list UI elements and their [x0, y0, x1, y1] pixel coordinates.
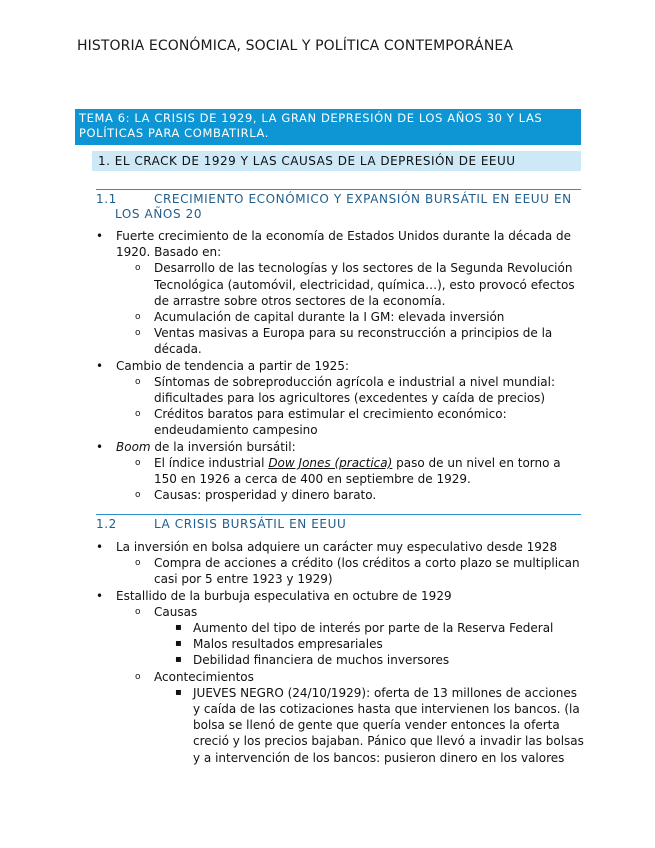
boom-emphasis: Boom — [116, 439, 151, 454]
square-bullet-icon: ▪ — [175, 622, 182, 634]
subsection-heading-1-1 — [96, 192, 581, 222]
list-item: ▪ Malos resultados empresariales — [175, 637, 383, 652]
subsection-title-line-1: LA CRISIS BURSÁTIL EN EEUU — [154, 517, 347, 531]
square-bullet-icon: ▪ — [175, 686, 182, 698]
list-item: o Acumulación de capital durante la I GM: elevada inversión — [135, 310, 505, 325]
list-item: • Fuerte crecimiento de la economía de Estados Unidos durante la década de — [96, 229, 572, 243]
subsection-rule-1-2 — [96, 514, 581, 515]
circle-bullet-icon: o — [135, 376, 141, 387]
list-item: o Acontecimientos — [135, 669, 254, 684]
bullet-icon: • — [96, 588, 104, 603]
list-item: • Cambio de tendencia a partir de 1925: — [96, 358, 349, 373]
circle-bullet-icon: o — [135, 409, 141, 420]
circle-bullet-icon: o — [135, 490, 141, 501]
subsection-number: 1.2 — [96, 517, 117, 531]
list-item: o Desarrollo de las tecnologías y los sectores de la Segunda Revolución — [135, 261, 573, 276]
list-item: • Boom de la inversión bursátil: — [96, 439, 296, 454]
square-bullet-icon: ▪ — [175, 654, 182, 666]
list-item: o El índice industrial Dow Jones (practica) paso de un nivel en torno a — [135, 455, 561, 470]
list-item: o Causas — [135, 604, 198, 619]
list-item: o Ventas masivas a Europa para su reconstrucción a principios de la — [135, 326, 553, 341]
circle-bullet-icon: o — [135, 328, 141, 339]
bullet-icon: • — [96, 439, 104, 454]
list-item: o Compra de acciones a crédito (los créditos a corto plazo se multiplican — [135, 556, 580, 571]
list-item: o Causas: prosperidad y dinero barato. — [135, 488, 377, 503]
list-item: ▪ Aumento del tipo de interés por parte de la Reserva Federal — [175, 621, 554, 636]
circle-bullet-icon: o — [135, 457, 141, 468]
subsection-title-line-1: CRECIMIENTO ECONÓMICO Y EXPANSIÓN BURSÁTIL EN EEUU EN — [154, 192, 572, 206]
document-title: HISTORIA ECONÓMICA, SOCIAL Y POLÍTICA CONTEMPORÁNEA — [77, 38, 514, 54]
list-item: ▪ Debilidad financiera de muchos inversores — [175, 653, 450, 668]
subsection-body-1-2: • La inversión en bolsa adquiere un carácter muy especulativo desde 1928 o Compra de acciones a crédito (los créditos a corto plazo se multiplican casi por 5 entre 1923 y 1929) • Estallido de la burbuja especulativa en octubre de 1929 o Causas ▪ Aumento del tipo de interés por parte de la Reserva Federal ▪ Malos resultados empresariales ▪ Debilidad financiera de muchos inversores o Acontecimientos ▪ JUEVES NEGRO (24/10/1929): oferta de 13 millones de acciones y caída de las cotizaciones hasta que intervienen los bancos. (la bolsa se llenó de gente que quería vender entonces la oferta creció y los precios bajaban. Pánico que llevó a invadir las bolsas y a intervención de los bancos: pusieron dinero en los valores — [0, 539, 655, 766]
bullet-icon: • — [96, 540, 104, 554]
bullet-icon: • — [96, 358, 104, 373]
circle-bullet-icon: o — [135, 671, 141, 682]
tema-title-line-1: TEMA 6: LA CRISIS DE 1929, LA GRAN DEPRESIÓN DE LOS AÑOS 30 Y LAS — [79, 111, 543, 125]
tema-title-line-2: POLÍTICAS PARA COMBATIRLA. — [79, 126, 270, 140]
circle-bullet-icon: o — [135, 312, 141, 323]
list-item: • La inversión en bolsa adquiere un carácter muy especulativo desde 1928 — [96, 540, 558, 554]
bullet-icon: • — [96, 229, 104, 243]
subsection-title-line-2: LOS AÑOS 20 — [115, 207, 203, 221]
circle-bullet-icon: o — [135, 558, 141, 569]
list-item: o Créditos baratos para estimular el crecimiento económico: — [135, 407, 507, 422]
subsection-body-1-1: • Fuerte crecimiento de la economía de Estados Unidos durante la década de 1920. Basado en: o Desarrollo de las tecnologías y los sectores de la Segunda Revolución Tecnológica (automóvil, electricidad, química…), esto provocó efectos de arrastre sobre otros sectores de la economía. o Acumulación de capital durante la I GM: elevada inversión o Ventas masivas a Europa para su reconstrucción a principios de la década. • Cambio de tendencia a partir de 1925: o Síntomas de sobreproducción agrícola e industrial a nivel mundial: dificultades para los agricultores (excedentes y caída de precios) o Créditos baratos para estimular el crecimiento económico: endeudamiento campesino • Boom de la inversión bursátil: o El índice industrial Dow Jones (practica) paso de un nivel en torno a 150 en 1926 a cerca de 400 en septiembre de 1929. o Causas: prosperidad y dinero barato. — [0, 228, 655, 503]
list-item: o Síntomas de sobreproducción agrícola e industrial a nivel mundial: — [135, 374, 556, 389]
subsection-rule-1-1 — [96, 189, 581, 190]
square-bullet-icon: ▪ — [175, 638, 182, 650]
dow-jones-link[interactable]: Dow Jones (practica) — [268, 455, 393, 470]
subsection-number: 1.1 — [96, 192, 117, 206]
list-item: ▪ JUEVES NEGRO (24/10/1929): oferta de 13 millones de acciones — [175, 685, 577, 700]
circle-bullet-icon: o — [135, 263, 141, 274]
subsection-heading-1-2 — [96, 517, 581, 532]
section-heading-1: 1. EL CRACK DE 1929 Y LAS CAUSAS DE LA DEPRESIÓN DE EEUU — [92, 151, 581, 171]
tema-banner — [75, 109, 581, 145]
circle-bullet-icon: o — [135, 606, 141, 617]
list-item: • Estallido de la burbuja especulativa en octubre de 1929 — [96, 588, 452, 603]
